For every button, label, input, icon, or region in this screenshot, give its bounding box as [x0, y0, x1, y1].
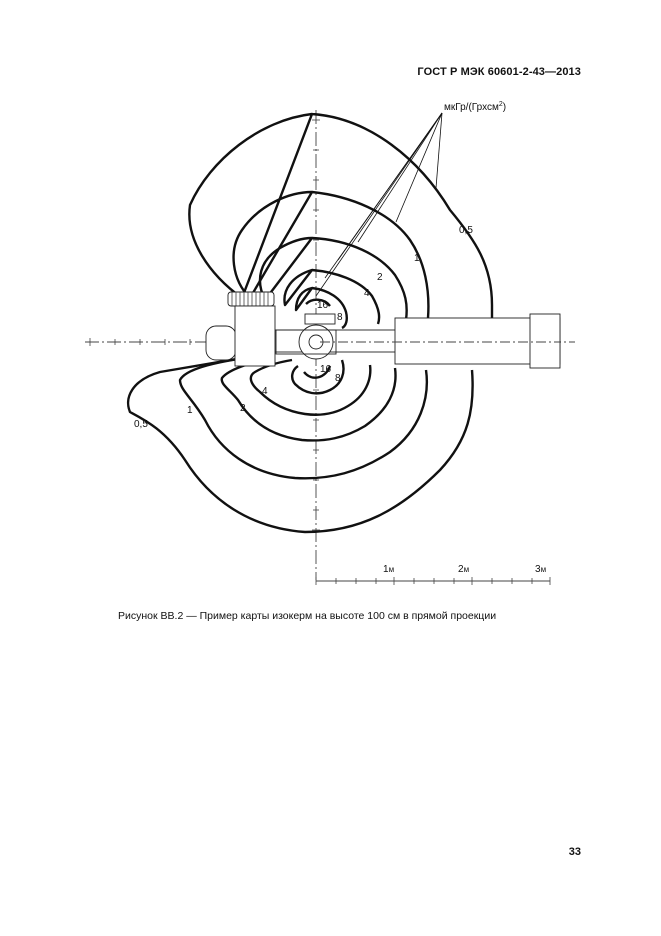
contour-label-8-lower: 8: [335, 373, 341, 384]
scale-label-3: 3м: [535, 564, 547, 575]
scale-label-2: 2м: [458, 564, 470, 575]
standard-header: ГОСТ Р МЭК 60601-2-43—2013: [417, 66, 581, 78]
tube-collar: [206, 326, 236, 360]
table-extension: [530, 314, 560, 368]
contour-label-4-lower: 4: [262, 386, 268, 397]
isokerma-map-drawing: [80, 100, 580, 600]
collimator-block: [305, 314, 335, 324]
contour-label-0-5-upper: 0,5: [459, 225, 473, 236]
isokerma-map-figure: [80, 100, 580, 600]
x-ray-equipment: [206, 292, 560, 368]
scale-bar: [316, 564, 550, 585]
c-arm-body: [235, 306, 275, 366]
unit-label: мкГр/(Грхсм$^2$): [444, 101, 507, 113]
contour-label-16-lower: 16: [320, 364, 332, 375]
page-number: 33: [568, 846, 581, 858]
contour-label-2-upper: 2: [377, 272, 383, 283]
contour-label-8-upper: 8: [337, 312, 343, 323]
figure-caption: Рисунок ВВ.2 — Пример карты изокерм на высоте 100 см в прямой проекции: [118, 610, 497, 622]
contour-label-0-5-lower: 0,5: [134, 419, 148, 430]
contour-label-4-upper: 4: [364, 288, 370, 299]
ribbed-knob: [228, 292, 274, 306]
contour-label-2-lower: 2: [240, 403, 246, 414]
scale-label-1: 1м: [383, 564, 395, 575]
contour-label-16-upper: 16: [317, 300, 329, 311]
contour-label-1-upper: 1: [414, 253, 420, 264]
contour-label-1-lower: 1: [187, 405, 193, 416]
